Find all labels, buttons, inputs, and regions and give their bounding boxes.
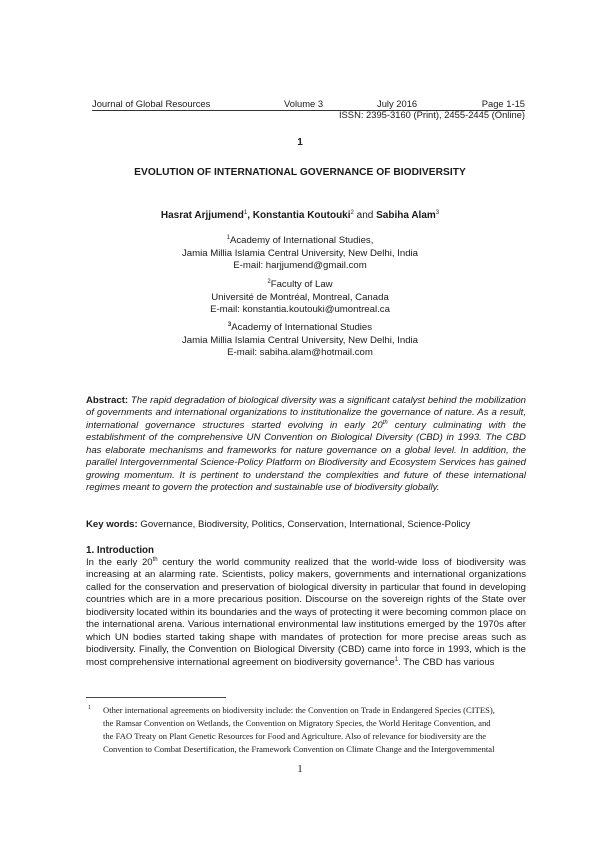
affiliation-email[interactable]: E-mail: sabiha.alam@hotmail.com — [227, 347, 373, 359]
affiliation-mark: 2 — [267, 279, 271, 285]
footnote-line: the FAO Treaty on Plant Genetic Resources for Food and Agriculture. Also of relevance for biodiversity are the — [103, 731, 487, 742]
keywords-text: Governance, Biodiversity, Politics, Conservation, International, Science-Policy — [137, 519, 471, 530]
issue-date: July 2016 — [377, 98, 418, 109]
body-text: century the world community realized that the world-wide loss of biodiversity was increasing at an alarming rate. Scientists, policy makers, governments and international organizations called for the conservation and preservation of biological diversity in particular that found in developing countries which are in a more precarious position. Discourse on the sovereign rights of the State over biodiversity located within its boundaries and the ways of protecting it were becoming common place on the international arena. Various international environmental law institutions emerged by the 1970s after which UN bodies started taking shape with mandates of protection for more precise areas such as biodiversity. Finally, the Convention on Biological Diversity (CBD) came into force in 1993, which is the most comprehensive international agreement on biodiversity governance — [86, 557, 526, 668]
affiliation — [0, 279, 600, 317]
page-number: 1 — [297, 763, 303, 775]
author-list — [0, 210, 600, 221]
author-name: Hasrat Arjjumend — [160, 210, 244, 221]
abstract — [86, 395, 526, 495]
footnote-line: Other international agreements on biodiversity include: the Convention on Trade in Endangered Species (CITES), — [103, 705, 495, 715]
body-text: . The CBD has various — [398, 656, 495, 668]
issn: ISSN: 2395-3160 (Print), 2455-2445 (Online) — [338, 109, 525, 120]
abstract-text: century culminating with the establishment of the comprehensive UN Convention on Biological Diversity (CBD) in 1993. The CBD has elaborate mechanisms and frameworks for nature governance on a global level. In addition, the parallel Intergovernmental Science-Policy Platform on Biodiversity and Ecosystem Services has gained growing momentum. It is pertinent to understand the complexities and future of these international regimes meant to govern the protection and sustainable use of biodiversity globally. — [86, 419, 526, 494]
affiliation-university: Jamia Millia Islamia Central University, New Delhi, India — [181, 334, 418, 346]
author-name: Sabiha Alam — [376, 210, 436, 221]
affiliation-institute: Academy of International Studies, — [229, 235, 374, 246]
affiliation-email[interactable]: E-mail: harjjumend@gmail.com — [233, 260, 367, 272]
affiliation-university: Université de Montréal, Montreal, Canada — [211, 291, 389, 303]
affiliation — [0, 322, 600, 360]
affiliation-institute: Faculty of Law — [270, 279, 333, 290]
footnote-line: Convention to Combat Desertification, the Framework Convention on Climate Change and the Intergovernmental — [103, 744, 495, 755]
body-text: In the early 20 — [86, 557, 153, 568]
ordinal-suffix: th — [382, 419, 388, 426]
footnote-line: the Ramsar Convention on Wetlands, the Convention on Migratory Species, the World Heritage Convention, and — [103, 718, 491, 729]
separator: and — [353, 210, 377, 221]
volume: Volume 3 — [284, 98, 324, 109]
affiliation-email[interactable]: E-mail: konstantia.koutouki@umontreal.ca — [210, 304, 390, 316]
paper-title: EVOLUTION OF INTERNATIONAL GOVERNANCE OF BIODIVERSITY — [134, 167, 466, 178]
article-number: 1 — [297, 137, 303, 148]
section-heading: 1. Introduction — [86, 545, 155, 556]
keywords-label: Key words: — [86, 519, 138, 530]
page-range: Page 1-15 — [481, 98, 525, 109]
author-mark: 2 — [350, 210, 354, 216]
introduction-paragraph — [86, 557, 526, 669]
separator: , — [247, 210, 253, 221]
abstract-text: The rapid degradation of biological diversity was a significant catalyst behind the mobilization of governments and international organizations to institutionalize the governance of nature. As a result, international governance structures started evolving in early 20 — [86, 395, 526, 431]
affiliation-institute: Academy of International Studies — [231, 322, 373, 333]
footnote — [103, 704, 533, 756]
affiliation — [0, 235, 600, 273]
ordinal-suffix: th — [152, 557, 158, 563]
author-mark: 1 — [243, 210, 248, 216]
journal-name: Journal of Global Resources — [92, 98, 211, 109]
author-mark: 3 — [435, 210, 440, 216]
keywords — [86, 519, 526, 531]
footnote-reference[interactable]: 1 — [394, 656, 399, 663]
affiliation-university: Jamia Millia Islamia Central University, New Delhi, India — [181, 247, 418, 259]
abstract-label: Abstract: — [86, 395, 129, 406]
author-name: Konstantia Koutouki — [252, 210, 351, 221]
affiliation-mark: 1 — [226, 235, 230, 241]
affiliation-mark: 3 — [227, 322, 232, 328]
footnote-mark: 1 — [88, 705, 91, 711]
footnote-divider — [86, 697, 226, 698]
